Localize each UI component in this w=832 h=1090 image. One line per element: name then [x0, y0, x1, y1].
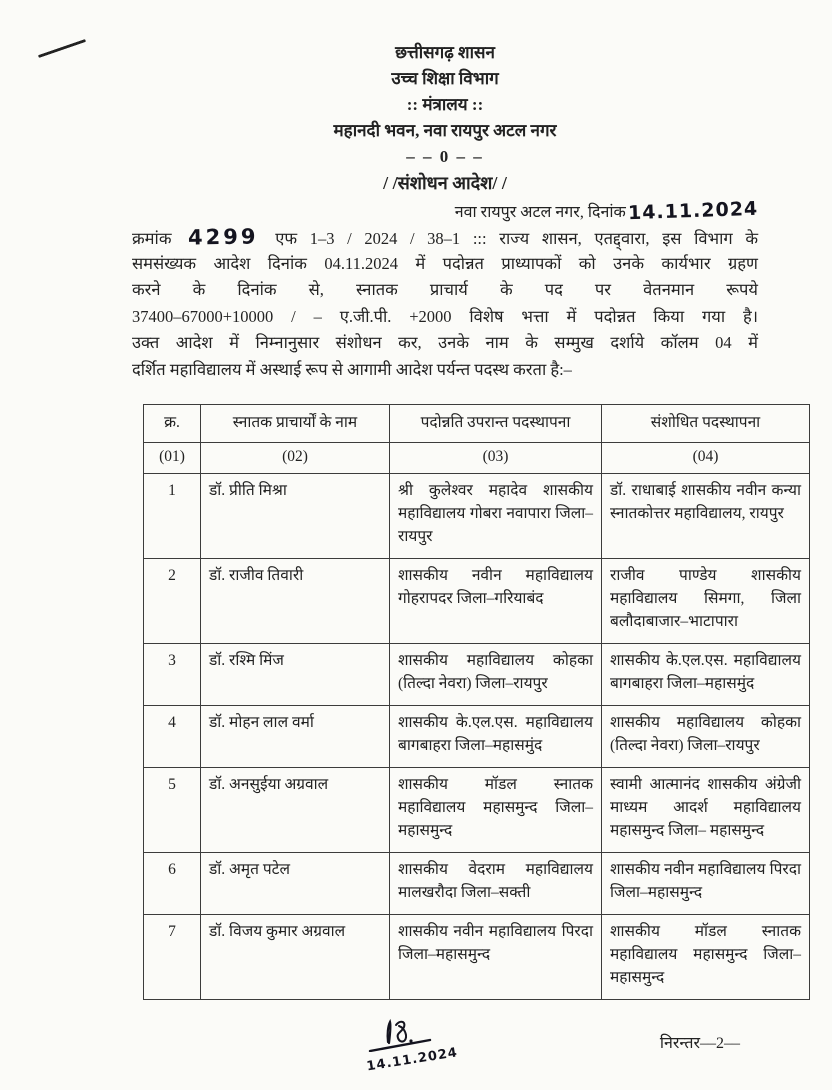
order-title: / /संशोधन आदेश/ / — [383, 173, 507, 193]
principal-name-cell: डॉ. राजीव तिवारी — [201, 559, 390, 644]
colnum-01: (01) — [144, 443, 201, 474]
table-row — [144, 474, 810, 559]
serial-cell: 5 — [144, 768, 201, 853]
revised-posting-cell: डॉ. राधाबाई शासकीय नवीन कन्या स्नातकोत्तर महाविद्यालय, रायपुर — [602, 474, 810, 559]
paragraph-line-6: दर्शित महाविद्यालय में अस्थाई रूप से आगामी आदेश पर्यन्त पदस्थ करता है:– — [132, 359, 572, 379]
table-row — [144, 853, 810, 915]
scan-pen-mark — [38, 39, 86, 58]
posting-table — [143, 404, 810, 1000]
posting-table-body — [144, 405, 810, 1000]
serial-cell: 7 — [144, 915, 201, 1000]
revised-posting-cell: शासकीय के.एल.एस. महाविद्यालय बागबाहरा जिला–महासमुंद — [602, 644, 810, 706]
table-row — [144, 559, 810, 644]
column-number-row — [144, 443, 810, 474]
promotion-posting-cell: शासकीय नवीन महाविद्यालय गोहरापदर जिला–गरियाबंद — [390, 559, 602, 644]
revised-posting-cell: शासकीय मॉडल स्नातक महाविद्यालय महासमुन्द जिला– महासमुन्द — [602, 915, 810, 1000]
promotion-posting-cell: शासकीय के.एल.एस. महाविद्यालय बागबाहरा जिला–महासमुंद — [390, 706, 602, 768]
document-content — [132, 40, 801, 1000]
ministry-line: :: मंत्रालय :: — [406, 95, 484, 114]
revised-posting-cell: राजीव पाण्डेय शासकीय महाविद्यालय सिमगा, जिला बलौदाबाजार–भाटापारा — [602, 559, 810, 644]
serial-cell: 3 — [144, 644, 201, 706]
continuation-note: निरन्तर––2–– — [659, 1035, 740, 1052]
signature-block — [365, 1016, 476, 1075]
serial-cell: 2 — [144, 559, 201, 644]
handwritten-order-number: 4299 — [187, 224, 259, 250]
table-row — [144, 768, 810, 853]
government-name: छत्तीसगढ़ शासन — [395, 43, 495, 62]
principal-name-cell: डॉ. मोहन लाल वर्मा — [201, 706, 390, 768]
header-separator: – – 0 – – — [406, 147, 484, 166]
header-name: स्नातक प्राचार्यों के नाम — [201, 405, 390, 443]
address-line: महानदी भवन, नवा रायपुर अटल नगर — [333, 121, 557, 140]
revised-posting-cell: शासकीय महाविद्यालय कोहका (तिल्दा नेवरा) जिला–रायपुर — [602, 706, 810, 768]
header-revised: संशोधित पदस्थापना — [602, 405, 810, 443]
serial-cell: 1 — [144, 474, 201, 559]
revised-posting-cell: स्वामी आत्मानंद शासकीय अंग्रेजी माध्यम आदर्श महाविद्यालय महासमुन्द जिला– महासमुन्द — [602, 768, 810, 853]
colnum-02: (02) — [201, 443, 390, 474]
promotion-posting-cell: शासकीय नवीन महाविद्यालय पिरदा जिला–महासमुन्द — [390, 915, 602, 1000]
paragraph-line-2: समसंख्यक आदेश दिनांक 04.11.2024 में पदोन्नत प्राध्यापकों को उनके कार्यभार ग्रहण — [132, 253, 758, 273]
promotion-posting-cell: श्री कुलेश्वर महादेव शासकीय महाविद्यालय गोबरा नवापारा जिला–रायपुर — [390, 474, 602, 559]
promotion-posting-cell: शासकीय वेदराम महाविद्यालय मालखरौदा जिला–सक्ती — [390, 853, 602, 915]
kramank-label: क्रमांक — [132, 229, 172, 248]
principal-name-cell: डॉ. प्रीति मिश्रा — [201, 474, 390, 559]
colnum-04: (04) — [602, 443, 810, 474]
header-posting: पदोन्नति उपरान्त पदस्थापना — [390, 405, 602, 443]
paragraph-line-1 — [132, 224, 758, 251]
department-name: उच्च शिक्षा विभाग — [391, 69, 499, 88]
letterhead — [132, 40, 758, 196]
handwritten-date: 14.11.2024 — [627, 197, 759, 225]
paragraph-line-4: 37400–67000+10000 / – ए.जी.पी. +2000 विशेष भत्ता में पदोन्नत किया गया है। — [132, 306, 758, 326]
serial-cell: 4 — [144, 706, 201, 768]
dateline-printed: नवा रायपुर अटल नगर, दिनांक — [454, 204, 626, 221]
paragraph-line-3: करने के दिनांक से, स्नातक प्राचार्य के पद पर वेतनमान रूपये — [132, 280, 758, 299]
serial-cell: 6 — [144, 853, 201, 915]
promotion-posting-cell: शासकीय मॉडल स्नातक महाविद्यालय महासमुन्द जिला– महासमुन्द — [390, 768, 602, 853]
principal-name-cell: डॉ. अमृत पटेल — [201, 853, 390, 915]
colnum-03: (03) — [390, 443, 602, 474]
order-number-rest: एफ 1–3 / 2024 / 38–1 ::: राज्य शासन, एतद्द्वारा, इस विभाग के — [275, 229, 759, 248]
header-serial: क्र. — [144, 405, 201, 443]
order-paragraph — [132, 224, 758, 383]
principal-name-cell: डॉ. रश्मि मिंज — [201, 644, 390, 706]
table-row — [144, 644, 810, 706]
table-row — [144, 915, 810, 1000]
principal-name-cell: डॉ. विजय कुमार अग्रवाल — [201, 915, 390, 1000]
table-header-row — [144, 405, 810, 443]
promotion-posting-cell: शासकीय महाविद्यालय कोहका (तिल्दा नेवरा) जिला–रायपुर — [390, 644, 602, 706]
revised-posting-cell: शासकीय नवीन महाविद्यालय पिरदा जिला–महासमुन्द — [602, 853, 810, 915]
signature-date: 14.11.2024 — [365, 1045, 459, 1075]
dateline — [132, 197, 759, 225]
paragraph-line-5: उक्त आदेश में निम्नानुसार संशोधन कर, उनके नाम के सम्मुख दर्शाये कॉलम 04 में — [132, 333, 758, 352]
principal-name-cell: डॉ. अनसुईया अग्रवाल — [201, 768, 390, 853]
table-row — [144, 706, 810, 768]
